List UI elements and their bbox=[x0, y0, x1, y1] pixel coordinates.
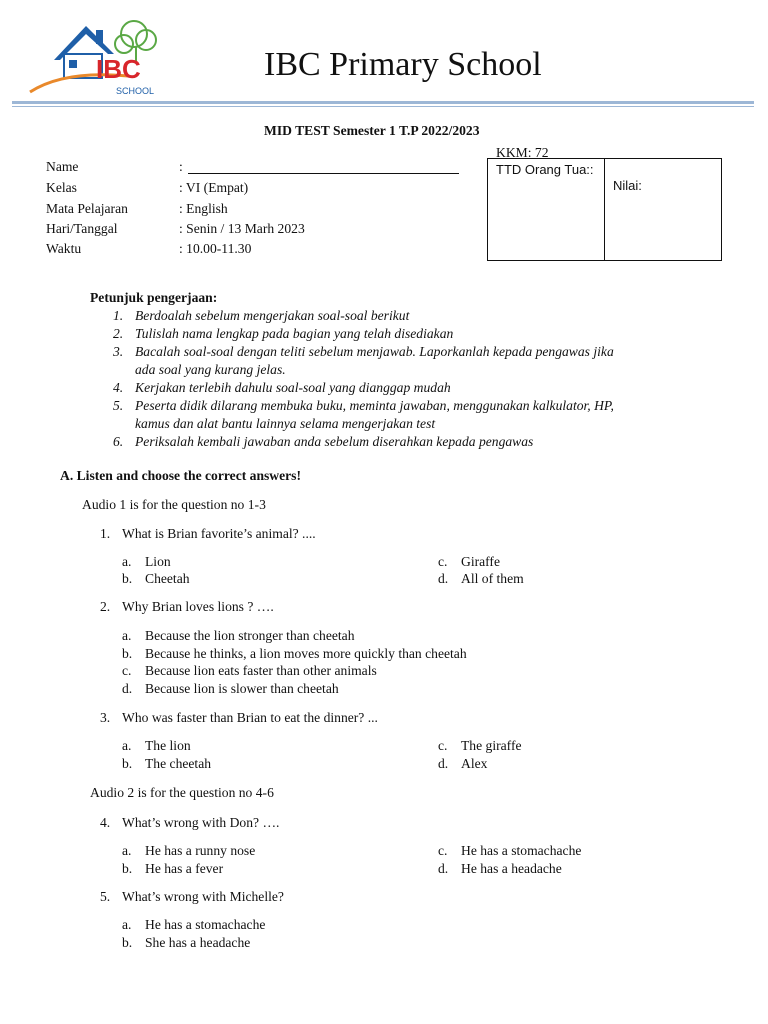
header-divider-thin bbox=[12, 106, 754, 107]
instruction-text: Periksalah kembali jawaban anda sebelum diserahkan kepada pengawas bbox=[135, 434, 534, 449]
option-text: He has a headache bbox=[461, 861, 562, 876]
option-letter: a. bbox=[122, 843, 132, 858]
instruction-number: 6. bbox=[113, 434, 124, 449]
option-letter: b. bbox=[122, 756, 133, 771]
subject-value: : English bbox=[179, 201, 228, 216]
option-text: Because he thinks, a lion moves more quickly than cheetah bbox=[145, 646, 467, 661]
audio-1-note: Audio 1 is for the question no 1-3 bbox=[82, 497, 266, 512]
option-letter: c. bbox=[438, 554, 448, 569]
option-text: He has a fever bbox=[145, 861, 224, 876]
instruction-number: 3. bbox=[113, 344, 124, 359]
subject-label: Mata Pelajaran bbox=[46, 201, 128, 216]
test-title: MID TEST Semester 1 T.P 2022/2023 bbox=[264, 123, 480, 138]
question-number: 4. bbox=[100, 815, 111, 830]
instruction-text-cont: kamus dan alat bantu lainnya selama mengerjakan test bbox=[135, 416, 436, 431]
option-text: All of them bbox=[461, 571, 524, 586]
time-value: : 10.00-11.30 bbox=[179, 241, 252, 256]
header-divider bbox=[12, 101, 754, 104]
instruction-number: 4. bbox=[113, 380, 124, 395]
question-text: Who was faster than Brian to eat the dinner? ... bbox=[122, 710, 378, 725]
option-letter: c. bbox=[438, 738, 448, 753]
option-text: Because the lion stronger than cheetah bbox=[145, 628, 355, 643]
logo-subtext: SCHOOL bbox=[116, 86, 155, 96]
option-text: Alex bbox=[461, 756, 488, 771]
option-letter: c. bbox=[438, 843, 448, 858]
option-letter: b. bbox=[122, 935, 133, 950]
option-text: Because lion is slower than cheetah bbox=[145, 681, 339, 696]
instruction-number: 1. bbox=[113, 308, 124, 323]
question-text: What is Brian favorite’s animal? .... bbox=[122, 526, 316, 541]
instructions-title: Petunjuk pengerjaan: bbox=[90, 290, 218, 305]
instruction-number: 5. bbox=[113, 398, 124, 413]
option-text: Lion bbox=[145, 554, 171, 569]
box-divider bbox=[604, 158, 605, 261]
instruction-number: 2. bbox=[113, 326, 124, 341]
question-number: 3. bbox=[100, 710, 111, 725]
school-logo bbox=[24, 14, 164, 100]
question-number: 1. bbox=[100, 526, 111, 541]
option-letter: b. bbox=[122, 646, 133, 661]
date-value: : Senin / 13 Marh 2023 bbox=[179, 221, 305, 236]
time-label: Waktu bbox=[46, 241, 82, 256]
option-letter: c. bbox=[122, 663, 132, 678]
parent-signature-label: TTD Orang Tua:: bbox=[496, 162, 594, 177]
option-letter: b. bbox=[122, 571, 133, 586]
score-label: Nilai: bbox=[613, 178, 642, 193]
name-blank-line bbox=[188, 173, 459, 174]
option-letter: d. bbox=[438, 756, 449, 771]
kkm-score: KKM: 72 bbox=[496, 145, 549, 160]
option-text: The giraffe bbox=[461, 738, 522, 753]
option-letter: b. bbox=[122, 861, 133, 876]
name-label: Name bbox=[46, 159, 79, 174]
name-colon: : bbox=[179, 159, 183, 174]
school-logo-icon bbox=[24, 14, 164, 100]
instruction-text-cont: ada soal yang kurang jelas. bbox=[135, 362, 286, 377]
option-letter: a. bbox=[122, 628, 132, 643]
option-letter: a. bbox=[122, 554, 132, 569]
question-text: What’s wrong with Don? …. bbox=[122, 815, 280, 830]
question-number: 5. bbox=[100, 889, 111, 904]
audio-2-note: Audio 2 is for the question no 4-6 bbox=[90, 785, 274, 800]
option-text: Cheetah bbox=[145, 571, 190, 586]
option-letter: d. bbox=[438, 571, 449, 586]
option-letter: d. bbox=[122, 681, 133, 696]
instruction-text: Bacalah soal-soal dengan teliti sebelum menjawab. Laporkanlah kepada pengawas jika bbox=[135, 344, 614, 359]
instruction-text: Peserta didik dilarang membuka buku, meminta jawaban, menggunakan kalkulator, HP, bbox=[135, 398, 614, 413]
instruction-text: Berdoalah sebelum mengerjakan soal-soal berikut bbox=[135, 308, 410, 323]
section-a-title: A. Listen and choose the correct answers! bbox=[60, 468, 302, 483]
option-text: He has a runny nose bbox=[145, 843, 256, 858]
option-letter: d. bbox=[438, 861, 449, 876]
option-text: He has a stomachache bbox=[461, 843, 582, 858]
kelas-value: : VI (Empat) bbox=[179, 180, 249, 195]
option-text: He has a stomachache bbox=[145, 917, 266, 932]
option-text: She has a headache bbox=[145, 935, 251, 950]
date-label: Hari/Tanggal bbox=[46, 221, 118, 236]
logo-text: IBC bbox=[96, 54, 141, 84]
question-text: Why Brian loves lions ? …. bbox=[122, 599, 274, 614]
option-text: Because lion eats faster than other animals bbox=[145, 663, 377, 678]
question-number: 2. bbox=[100, 599, 111, 614]
option-text: The cheetah bbox=[145, 756, 212, 771]
option-text: The lion bbox=[145, 738, 191, 753]
question-text: What’s wrong with Michelle? bbox=[122, 889, 284, 904]
option-text: Giraffe bbox=[461, 554, 500, 569]
instruction-text: Kerjakan terlebih dahulu soal-soal yang dianggap mudah bbox=[135, 380, 451, 395]
option-letter: a. bbox=[122, 738, 132, 753]
kelas-label: Kelas bbox=[46, 180, 77, 195]
option-letter: a. bbox=[122, 917, 132, 932]
page-title: IBC Primary School bbox=[264, 46, 542, 83]
instruction-text: Tulislah nama lengkap pada bagian yang telah disediakan bbox=[135, 326, 454, 341]
